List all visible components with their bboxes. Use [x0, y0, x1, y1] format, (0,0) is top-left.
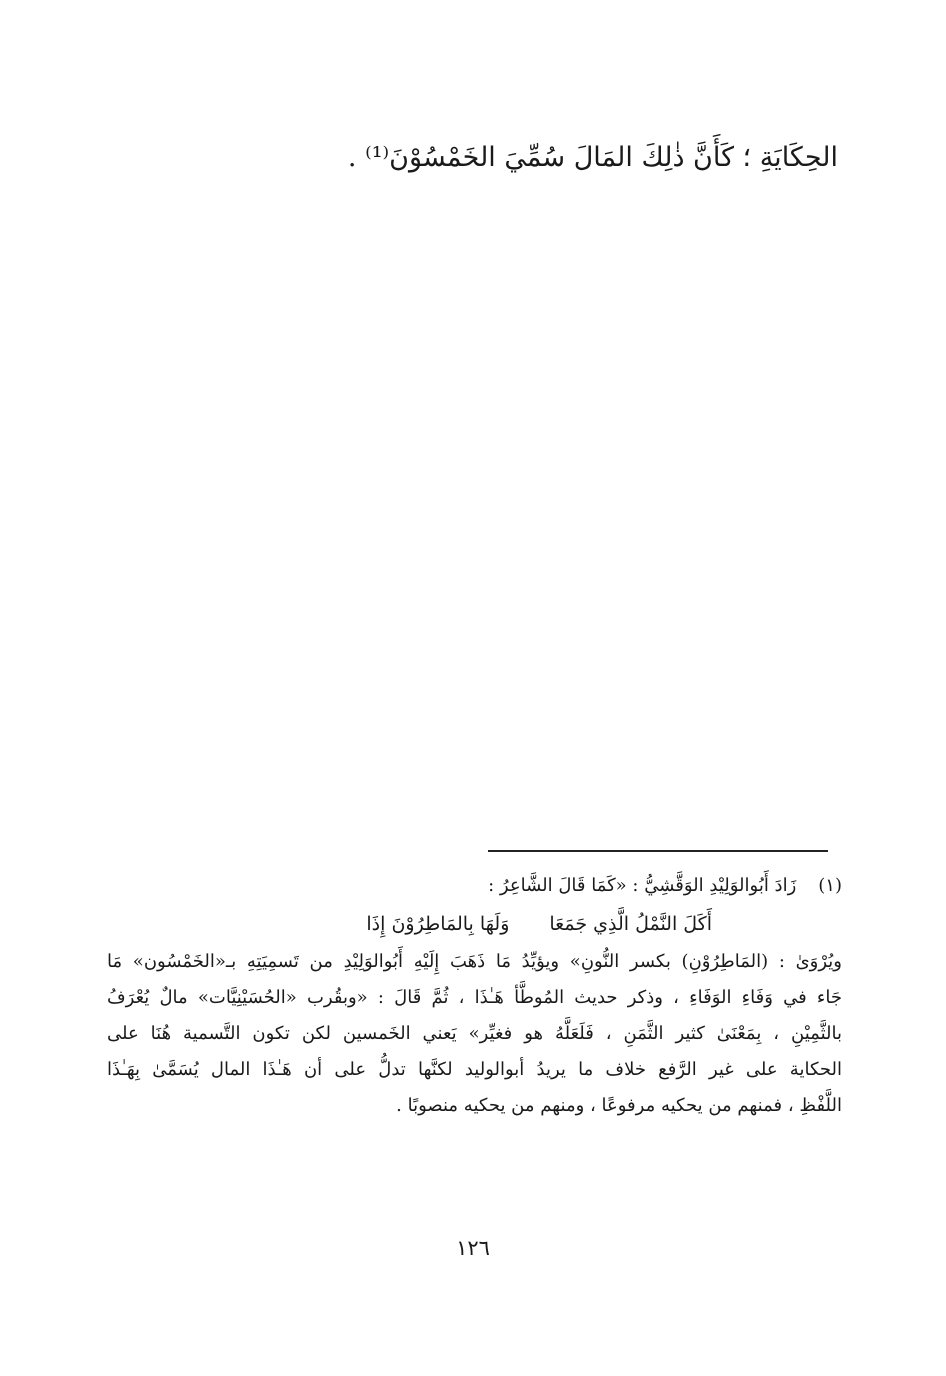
verse-hemistich-second: وَلَهَا بِالمَاطِرُوْنَ إِذَا: [366, 913, 510, 935]
footnote-line: بالثَّمِيْنِ ، بِمَعْنَىٰ كثير الثَّمَنِ ، فَلَعَلَّهُ هو فغيِّر» يَعني الخَمسين لكن تكون التَّسمية هُنَا على: [107, 1023, 842, 1044]
footnote-intro: زَادَ أَبُوالوَلِيْدِ الوَقَّشِيُّ : «كَمَا قَالَ الشَّاعِرُ :: [488, 875, 797, 896]
footnote-number: (١): [818, 875, 842, 896]
page-number: ١٢٦: [456, 1236, 490, 1260]
footnote-line: الحكاية على غير الرَّفع خلاف ما يريدُ أبوالوليد لكنَّها تدلُّ على أن هَـٰذَا المال يُسَمَّىٰ بِهَـٰذَا: [107, 1059, 842, 1080]
poetry-verse: [107, 904, 842, 944]
footnote-line: ويُرْوَىٰ : (المَاطِرُوْنِ) بكسر النُّونِ» ويؤيِّدُ مَا ذَهَبَ إِلَيْهِ أَبُوالوَلِيْدِ من تَسمِيَتِهِ بـ«الخَمْسُون» مَا: [107, 951, 842, 972]
footnote-separator: [488, 850, 828, 852]
footnote-intro-line: [107, 868, 842, 904]
footnote-line: جَاء في وَفَاءِ الوَفَاءِ ، وذكر حديث المُوطَّأ هَـٰذَا ، ثُمَّ قَالَ : «وبقُرب «الحُسَيْنِيَّات» مالٌ يُعْرَفُ: [107, 987, 842, 1008]
main-text-line: الحِكَايَةِ ؛ كَأَنَّ ذٰلِكَ المَالَ سُمِّيَ الخَمْسُوْنَ⁽¹⁾ .: [347, 142, 838, 173]
footnote-block: [107, 868, 842, 1124]
verse-hemistich-first: أَكَلَ النَّمْلُ الَّذِي جَمَعَا: [549, 913, 712, 935]
footnote-line: اللَّفْظِ ، فمنهم من يحكيه مرفوعًا ، ومنهم من يحكيه منصوبًا .: [396, 1095, 842, 1116]
